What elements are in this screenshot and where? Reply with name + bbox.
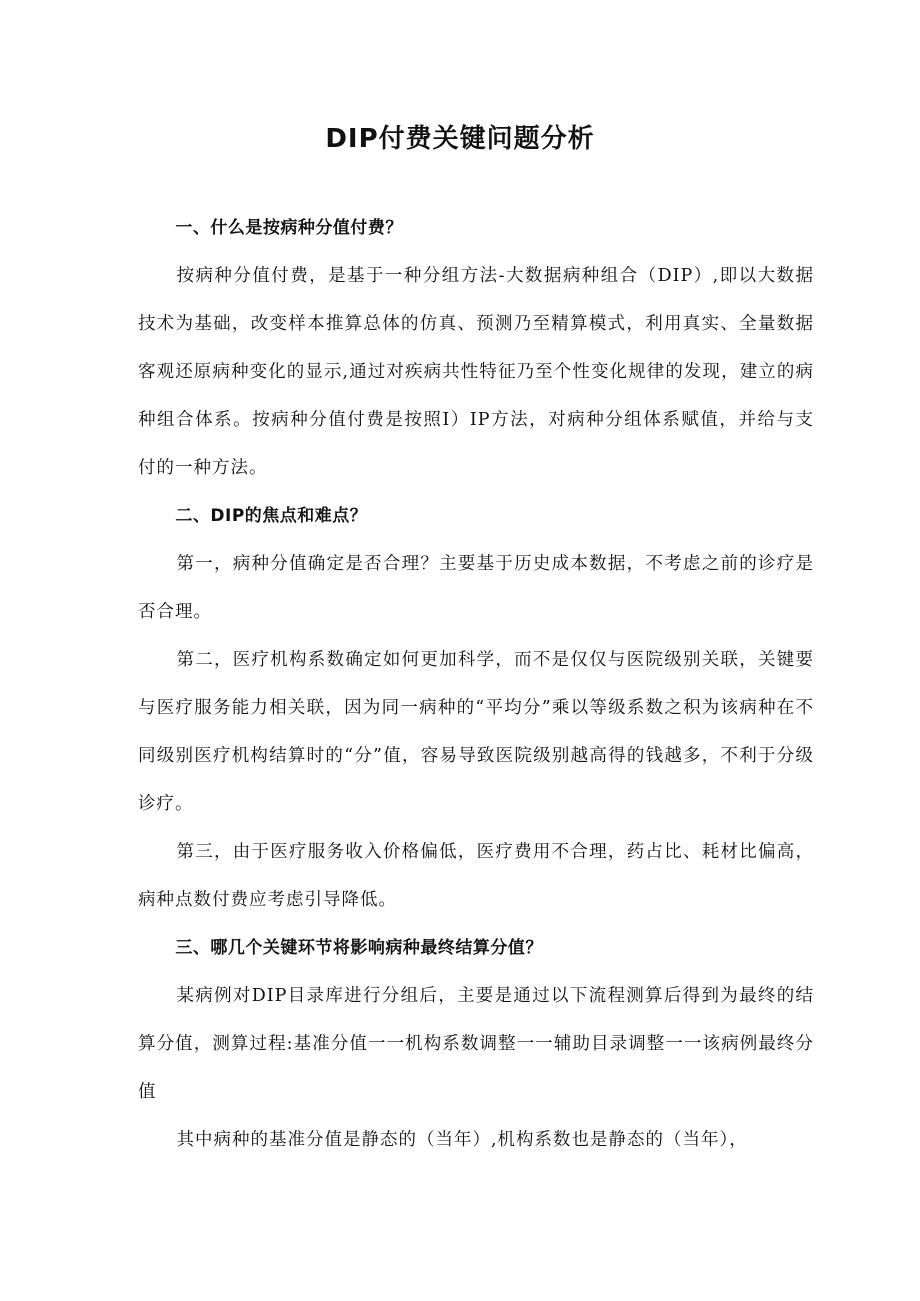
- paragraph: 第三，由于医疗服务收入价格偏低，医疗费用不合理，药占比、耗材比偏高，病种点数付费应考虑引导降低。: [138, 842, 814, 910]
- paragraph: 按病种分值付费，是基于一种分组方法-大数据病种组合（DIP）,即以大数据技术为基础，改变样本推算总体的仿真、预测乃至精算模式，利用真实、全量数据客观还原病种变化的显示,通过对疾病共性特征乃至个性变化规律的发现，建立的病种组合体系。按病种分值付费是按照I）IP方法，对病种分组体系赋值，并给与支付的一种方法。: [138, 266, 814, 478]
- paragraph: 第一，病种分值确定是否合理？主要基于历史成本数据，不考虑之前的诊疗是否合理。: [138, 554, 814, 622]
- paragraph: 某病例对DIP目录库进行分组后，主要是通过以下流程测算后得到为最终的结算分值，测算过程:基准分值一一机构系数调整一一辅助目录调整一一该病例最终分值: [138, 986, 814, 1102]
- document-body: [138, 204, 814, 1164]
- document-title: DIP付费关键问题分析: [325, 124, 595, 154]
- section-heading: 三、哪几个关键环节将影响病种最终结算分值？: [175, 938, 543, 958]
- section-heading: 二、DIP的焦点和难点？: [175, 506, 368, 526]
- paragraph: 第二，医疗机构系数确定如何更加科学，而不是仅仅与医院级别关联，关键要与医疗服务能力相关联，因为同一病种的“平均分”乘以等级系数之积为该病种在不同级别医疗机构结算时的“分”值，容易导致医院级别越高得的钱越多，不利于分级诊疗。: [138, 650, 814, 814]
- section-heading: 一、什么是按病种分值付费？: [175, 218, 403, 238]
- paragraph: 其中病种的基准分值是静态的（当年）,机构系数也是静态的（当年），: [176, 1130, 748, 1150]
